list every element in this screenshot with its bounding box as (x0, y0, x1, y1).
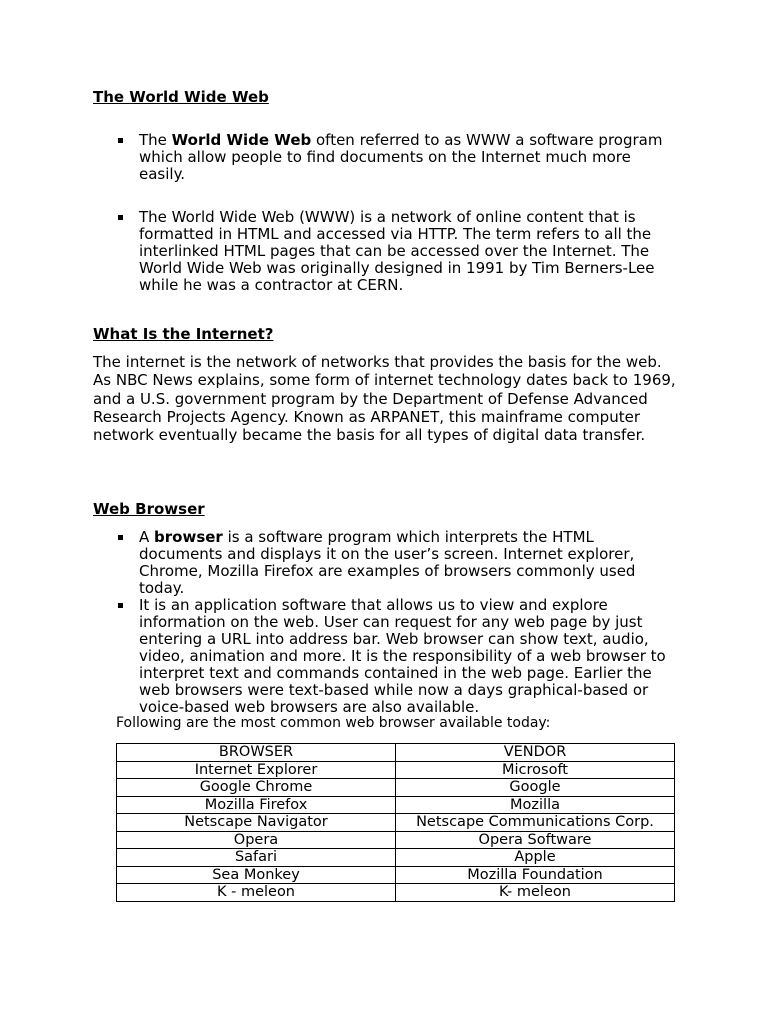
table-row (117, 884, 675, 902)
bullet-text-prefix: A (139, 528, 155, 546)
vendor-cell: Apple (396, 849, 675, 867)
column-header: VENDOR (396, 744, 675, 762)
table-row (117, 831, 675, 849)
table-row (117, 814, 675, 832)
www-heading: The World Wide Web (93, 88, 269, 106)
bullet-text-prefix: The (139, 131, 172, 149)
square-bullet-icon (118, 138, 123, 143)
vendor-cell: Mozilla Foundation (396, 866, 675, 884)
browser-cell: Mozilla Firefox (117, 796, 396, 814)
browser-table (116, 743, 675, 902)
browser-cell: Netscape Navigator (117, 814, 396, 832)
internet-paragraph: The internet is the network of networks that provides the basis for the web. As NBC News explains, some form of internet technology dates back to 1969, and a U.S. government program by the Department of Defense Advanced Research Projects Agency. Known as ARPANET, this mainframe computer network eventually became the basis for all types of digital data transfer. (93, 353, 676, 445)
list-item (118, 132, 678, 183)
bullet-text: It is an application software that allows us to view and explore information on the web. User can request for any web page by just entering a URL into address bar. Web browser can show text, audio, video, animation and more. It is the responsibility of a web browser to interpret text and commands contained in the web page. Earlier the web browsers were text-based while now a days graphical-based or voice-based web browsers are also available. (139, 596, 666, 716)
square-bullet-icon (118, 215, 123, 220)
vendor-cell: Opera Software (396, 831, 675, 849)
table-row (117, 866, 675, 884)
table-row (117, 796, 675, 814)
list-item (118, 529, 678, 597)
list-item (118, 597, 678, 716)
vendor-cell: Netscape Communications Corp. (396, 814, 675, 832)
browser-cell: Internet Explorer (117, 761, 396, 779)
bullet-text: often referred to as WWW a software program which allow people to find documents on the Internet much more easily. (139, 131, 663, 183)
bullet-text: is a software program which interprets the HTML documents and displays it on the user’s screen. Internet explorer, Chrome, Mozilla Firefox are examples of browsers commonly used today. (139, 528, 636, 597)
table-intro: Following are the most common web browser available today: (116, 715, 551, 731)
table-row (117, 779, 675, 797)
vendor-cell: K- meleon (396, 884, 675, 902)
bullet-text: The World Wide Web (WWW) is a network of online content that is formatted in HTML and accessed via HTTP. The term refers to all the interlinked HTML pages that can be accessed over the Internet. The World Wide Web was originally designed in 1991 by Tim Berners-Lee while he was a contractor at CERN. (139, 208, 655, 294)
vendor-cell: Mozilla (396, 796, 675, 814)
browser-bullet-list (118, 529, 678, 716)
browser-cell: K - meleon (117, 884, 396, 902)
browser-cell: Sea Monkey (117, 866, 396, 884)
browser-cell: Safari (117, 849, 396, 867)
web-browser-heading: Web Browser (93, 500, 205, 518)
bullet-bold-term: World Wide Web (171, 131, 312, 149)
square-bullet-icon (118, 535, 123, 540)
square-bullet-icon (118, 603, 123, 608)
bullet-bold-term: browser (154, 528, 223, 546)
browser-cell: Google Chrome (117, 779, 396, 797)
vendor-cell: Microsoft (396, 761, 675, 779)
list-item (118, 209, 678, 294)
internet-heading: What Is the Internet? (93, 325, 274, 343)
table-row (117, 849, 675, 867)
vendor-cell: Google (396, 779, 675, 797)
table-header-row (117, 744, 675, 762)
table-row (117, 761, 675, 779)
browser-cell: Opera (117, 831, 396, 849)
www-bullet-list (118, 132, 678, 294)
column-header: BROWSER (117, 744, 396, 762)
